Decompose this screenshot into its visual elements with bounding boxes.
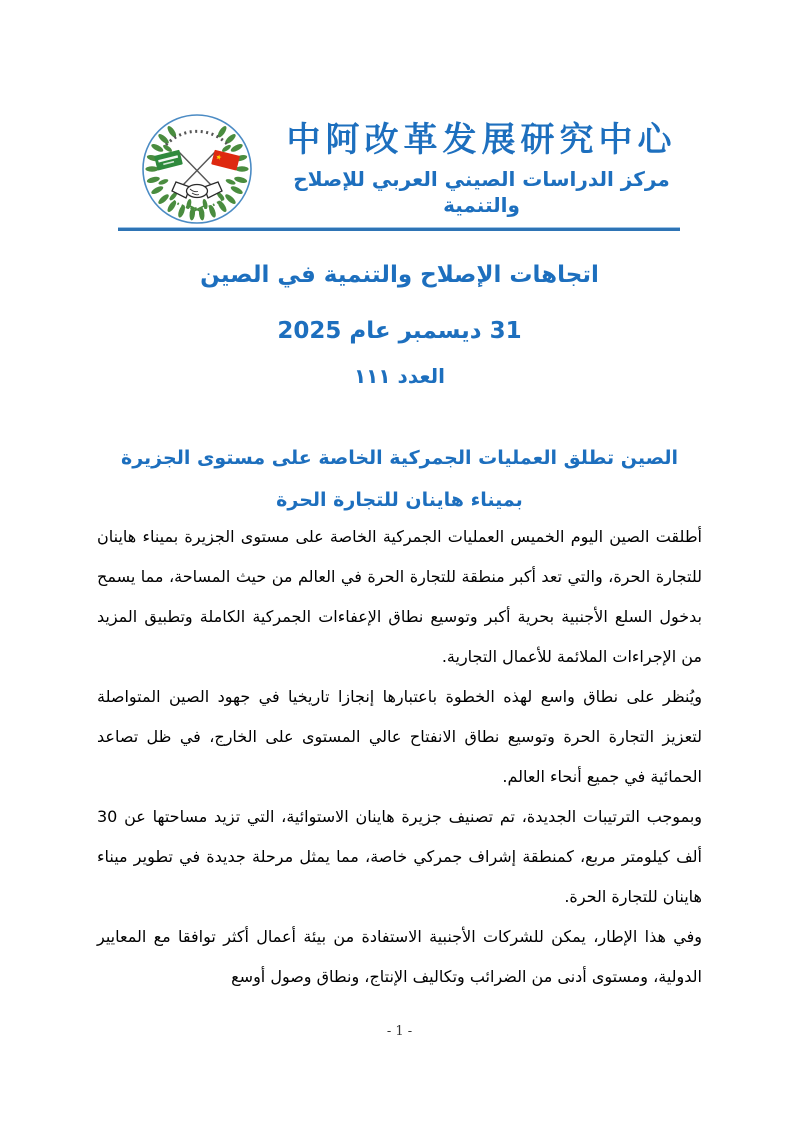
- bulletin-issue-number: العدد ١١١: [353, 364, 446, 388]
- center-logo-graphic: [140, 112, 254, 226]
- article-paragraph: وفي هذا الإطار، يمكن للشركات الأجنبية الاستفادة من بيئة أعمال أكثر توافقا مع المعايير الدولية، ومستوى أدنى من الضرائب وتكاليف الإنتاج، ونطاق وصول أوسع: [97, 927, 702, 986]
- article-body: [97, 517, 702, 997]
- article-paragraph: وبموجب الترتيبات الجديدة، تم تصنيف جزيرة هاينان الاستوائية، التي تزيد مساحتها عن 30 ألف كيلومتر مربع، كمنطقة إشراف جمركي خاصة، مما يمثل مرحلة جديدة في تطوير ميناء هاينان للتجارة الحرة.: [97, 807, 702, 906]
- page-number: - 1 -: [386, 1024, 413, 1039]
- article-paragraph: أطلقت الصين اليوم الخميس العمليات الجمركية الخاصة على مستوى الجزيرة بميناء هاينان للتجارة الحرة، والتي تعد أكبر منطقة للتجارة الحرة في العالم من حيث المساحة، مما يسمح بدخول السلع الأجنبية بحرية أكبر وتوسيع نطاق الإعفاءات الجمركية الكاملة وتطبيق المزيد من الإجراءات الملائمة للأعمال التجارية.: [97, 527, 702, 666]
- center-name-chinese: 中阿改革发展研究中心: [286, 120, 677, 161]
- article-heading: الصين تطلق العمليات الجمركية الخاصة على مستوى الجزيرة بميناء هاينان للتجارة الحرة: [121, 447, 678, 511]
- bulletin-date: 31 ديسمبر عام 2025: [277, 318, 522, 344]
- svg-text:★: ★: [214, 152, 223, 163]
- china-arab-center-logo: [140, 112, 254, 226]
- bulletin-title: اتجاهات الإصلاح والتنمية في الصين: [200, 262, 599, 288]
- center-names: [254, 120, 703, 218]
- center-name-arabic: مركز الدراسات الصيني العربي للإصلاح والتنمية: [293, 166, 670, 217]
- document-header: [140, 112, 703, 226]
- article-paragraph: ويُنظر على نطاق واسع لهذه الخطوة باعتبارها إنجازا تاريخيا في جهود الصين المتواصلة لتعزيز التجارة الحرة وتوسيع نطاق الانفتاح عالي المستوى على الخارج، في ظل تصاعد الحمائية في جميع أنحاء العالم.: [97, 687, 702, 786]
- header-divider-rule: [118, 227, 680, 231]
